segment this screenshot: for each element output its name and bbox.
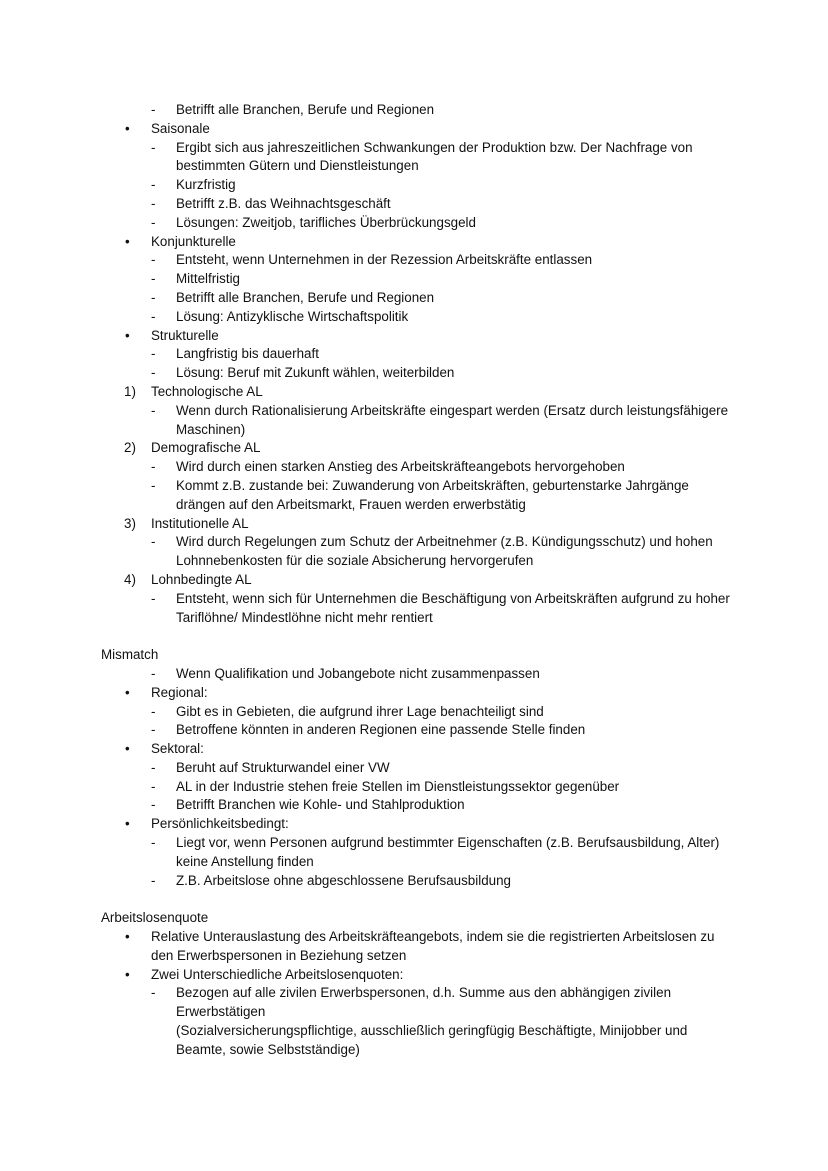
item-text: Entsteht, wenn sich für Unternehmen die Beschäftigung von Arbeitskräften aufgrund zu hoher Tariflöhne/ Mindestlöhne nicht mehr rentiert xyxy=(176,590,730,625)
list-item xyxy=(0,477,828,515)
bullet-item-konjunkturelle xyxy=(0,233,828,252)
dash-marker: - xyxy=(151,703,156,719)
item-text: Betrifft z.B. das Weihnachtsgeschäft xyxy=(176,195,391,211)
item-text: Beruht auf Strukturwandel einer VW xyxy=(176,759,390,775)
number-marker: 3) xyxy=(124,515,136,531)
number-marker: 1) xyxy=(124,383,136,399)
list-item xyxy=(0,176,828,195)
section-heading-arbeitslosenquote: Arbeitslosenquote xyxy=(101,910,209,926)
item-text: Betrifft alle Branchen, Berufe und Regionen xyxy=(176,102,435,117)
number-marker: 4) xyxy=(124,571,136,587)
dash-marker: - xyxy=(151,214,156,230)
item-text: Lösungen: Zweitjob, tarifliches Überbrückungsgeld xyxy=(176,214,476,230)
list-item xyxy=(0,308,828,327)
list-item-continuation xyxy=(0,1022,828,1060)
paragraph-gap xyxy=(0,627,828,646)
list-item xyxy=(0,402,828,440)
dash-marker: - xyxy=(151,177,156,193)
list-item xyxy=(0,796,828,815)
numbered-item xyxy=(0,439,828,458)
dash-marker: - xyxy=(151,139,156,155)
item-title: Lohnbedingte AL xyxy=(151,571,252,587)
list-item xyxy=(0,703,828,722)
item-title: Technologische AL xyxy=(151,383,263,399)
item-title: Strukturelle xyxy=(151,327,219,343)
bullet-item xyxy=(0,928,828,966)
list-item xyxy=(0,665,828,684)
bullet-marker: • xyxy=(125,929,130,945)
item-text: Wenn durch Rationalisierung Arbeitskräfte eingespart werden (Ersatz durch leistungsfähigere Maschinen) xyxy=(176,402,729,437)
list-item xyxy=(0,289,828,308)
list-item xyxy=(0,195,828,214)
list-item xyxy=(0,270,828,289)
dash-marker: - xyxy=(151,459,156,475)
list-item xyxy=(0,721,828,740)
bullet-marker: • xyxy=(125,120,130,136)
dash-marker: - xyxy=(151,477,156,493)
bullet-item-persoenlichkeitsbedingt xyxy=(0,815,828,834)
bullet-marker: • xyxy=(125,741,130,757)
list-item xyxy=(0,590,828,628)
item-text: Betroffene könnten in anderen Regionen eine passende Stelle finden xyxy=(176,722,586,738)
bullet-item xyxy=(0,966,828,985)
item-title: Saisonale xyxy=(151,120,210,136)
dash-marker: - xyxy=(151,252,156,268)
bullet-item-saisonale xyxy=(0,120,828,139)
item-text: Lösung: Antizyklische Wirtschaftspolitik xyxy=(176,308,409,324)
item-text: Kommt z.B. zustande bei: Zuwanderung von Arbeitskräften, geburtenstarke Jahrgänge drängen auf den Arbeitsmarkt, Frauen werden erwerbstätig xyxy=(176,477,689,512)
dash-marker: - xyxy=(151,195,156,211)
dash-marker: - xyxy=(151,665,156,681)
item-text: Relative Unterauslastung des Arbeitskräfteangebots, indem sie die registrierten Arbeitslosen zu den Erwerbspersonen in Beziehung setzen xyxy=(151,929,715,963)
list-item xyxy=(0,214,828,233)
item-text: Z.B. Arbeitslose ohne abgeschlossene Berufsausbildung xyxy=(176,872,511,888)
list-item xyxy=(0,345,828,364)
item-text: AL in der Industrie stehen freie Stellen im Dienstleistungssektor gegenüber xyxy=(176,778,620,794)
dash-marker: - xyxy=(151,872,156,888)
dash-marker: - xyxy=(151,271,156,287)
item-title: Regional: xyxy=(151,684,208,700)
numbered-item xyxy=(0,571,828,590)
item-text: Betrifft alle Branchen, Berufe und Regionen xyxy=(176,289,435,305)
item-text: Lösung: Beruf mit Zukunft wählen, weiterbilden xyxy=(176,365,455,381)
list-item xyxy=(0,458,828,477)
bullet-marker: • xyxy=(125,327,130,343)
item-title: Demografische AL xyxy=(151,440,261,456)
item-text: Wird durch einen starken Anstieg des Arbeitskräfteangebots hervorgehoben xyxy=(176,459,625,475)
list-item xyxy=(0,139,828,177)
item-text: Bezogen auf alle zivilen Erwerbspersonen, d.h. Summe aus den abhängigen zivilen Erwerbstätigen xyxy=(176,985,672,1020)
list-item xyxy=(0,834,828,872)
list-item xyxy=(0,984,828,1022)
bullet-marker: • xyxy=(125,233,130,249)
item-text: Gibt es in Gebieten, die aufgrund ihrer Lage benachteiligt sind xyxy=(176,703,544,719)
list-item xyxy=(0,759,828,778)
list-item xyxy=(0,364,828,383)
dash-marker: - xyxy=(151,102,156,117)
item-text: Betrifft Branchen wie Kohle- und Stahlproduktion xyxy=(176,797,465,813)
item-title: Persönlichkeitsbedingt: xyxy=(151,816,289,832)
dash-marker: - xyxy=(151,797,156,813)
item-text: Liegt vor, wenn Personen aufgrund bestimmter Eigenschaften (z.B. Berufsausbildung, Alter) keine Anstellung finden xyxy=(176,835,720,869)
numbered-item xyxy=(0,383,828,402)
list-item xyxy=(0,778,828,797)
numbered-item xyxy=(0,515,828,534)
dash-marker: - xyxy=(151,722,156,738)
dash-marker: - xyxy=(151,590,156,606)
item-text: Wird durch Regelungen zum Schutz der Arbeitnehmer (z.B. Kündigungsschutz) und hohen Lohnnebenkosten für die soziale Absicherung hervorgerufen xyxy=(176,534,713,569)
list-item xyxy=(0,101,828,120)
list-item xyxy=(0,251,828,270)
dash-marker: - xyxy=(151,402,156,418)
item-text: (Sozialversicherungspflichtige, ausschließlich geringfügig Beschäftigte, Minijobber und Beamte, sowie Selbstständige) xyxy=(176,1023,688,1057)
item-text: Wenn Qualifikation und Jobangebote nicht zusammenpassen xyxy=(176,665,540,681)
list-item xyxy=(0,533,828,571)
item-text: Entsteht, wenn Unternehmen in der Rezession Arbeitskräfte entlassen xyxy=(176,252,593,268)
item-text: Ergibt sich aus jahreszeitlichen Schwankungen der Produktion bzw. Der Nachfrage von bestimmten Gütern und Dienstleistungen xyxy=(176,139,693,174)
dash-marker: - xyxy=(151,346,156,362)
paragraph-gap xyxy=(0,890,828,909)
list-item xyxy=(0,872,828,891)
dash-marker: - xyxy=(151,365,156,381)
item-text: Kurzfristig xyxy=(176,177,236,193)
bullet-item-strukturelle xyxy=(0,327,828,346)
dash-marker: - xyxy=(151,759,156,775)
document-body xyxy=(0,101,828,1060)
bullet-item-sektoral xyxy=(0,740,828,759)
bullet-marker: • xyxy=(125,966,130,982)
dash-marker: - xyxy=(151,835,156,851)
bullet-marker: • xyxy=(125,816,130,832)
dash-marker: - xyxy=(151,289,156,305)
item-title: Sektoral: xyxy=(151,741,204,757)
number-marker: 2) xyxy=(124,440,136,456)
item-text: Zwei Unterschiedliche Arbeitslosenquoten: xyxy=(151,966,404,982)
item-title: Konjunkturelle xyxy=(151,233,236,249)
dash-marker: - xyxy=(151,308,156,324)
dash-marker: - xyxy=(151,534,156,550)
item-text: Langfristig bis dauerhaft xyxy=(176,346,319,362)
dash-marker: - xyxy=(151,778,156,794)
item-text: Mittelfristig xyxy=(176,271,240,287)
bullet-item-regional xyxy=(0,684,828,703)
section-heading-mismatch: Mismatch xyxy=(101,647,159,663)
dash-marker: - xyxy=(151,985,156,1001)
bullet-marker: • xyxy=(125,684,130,700)
item-title: Institutionelle AL xyxy=(151,515,249,531)
